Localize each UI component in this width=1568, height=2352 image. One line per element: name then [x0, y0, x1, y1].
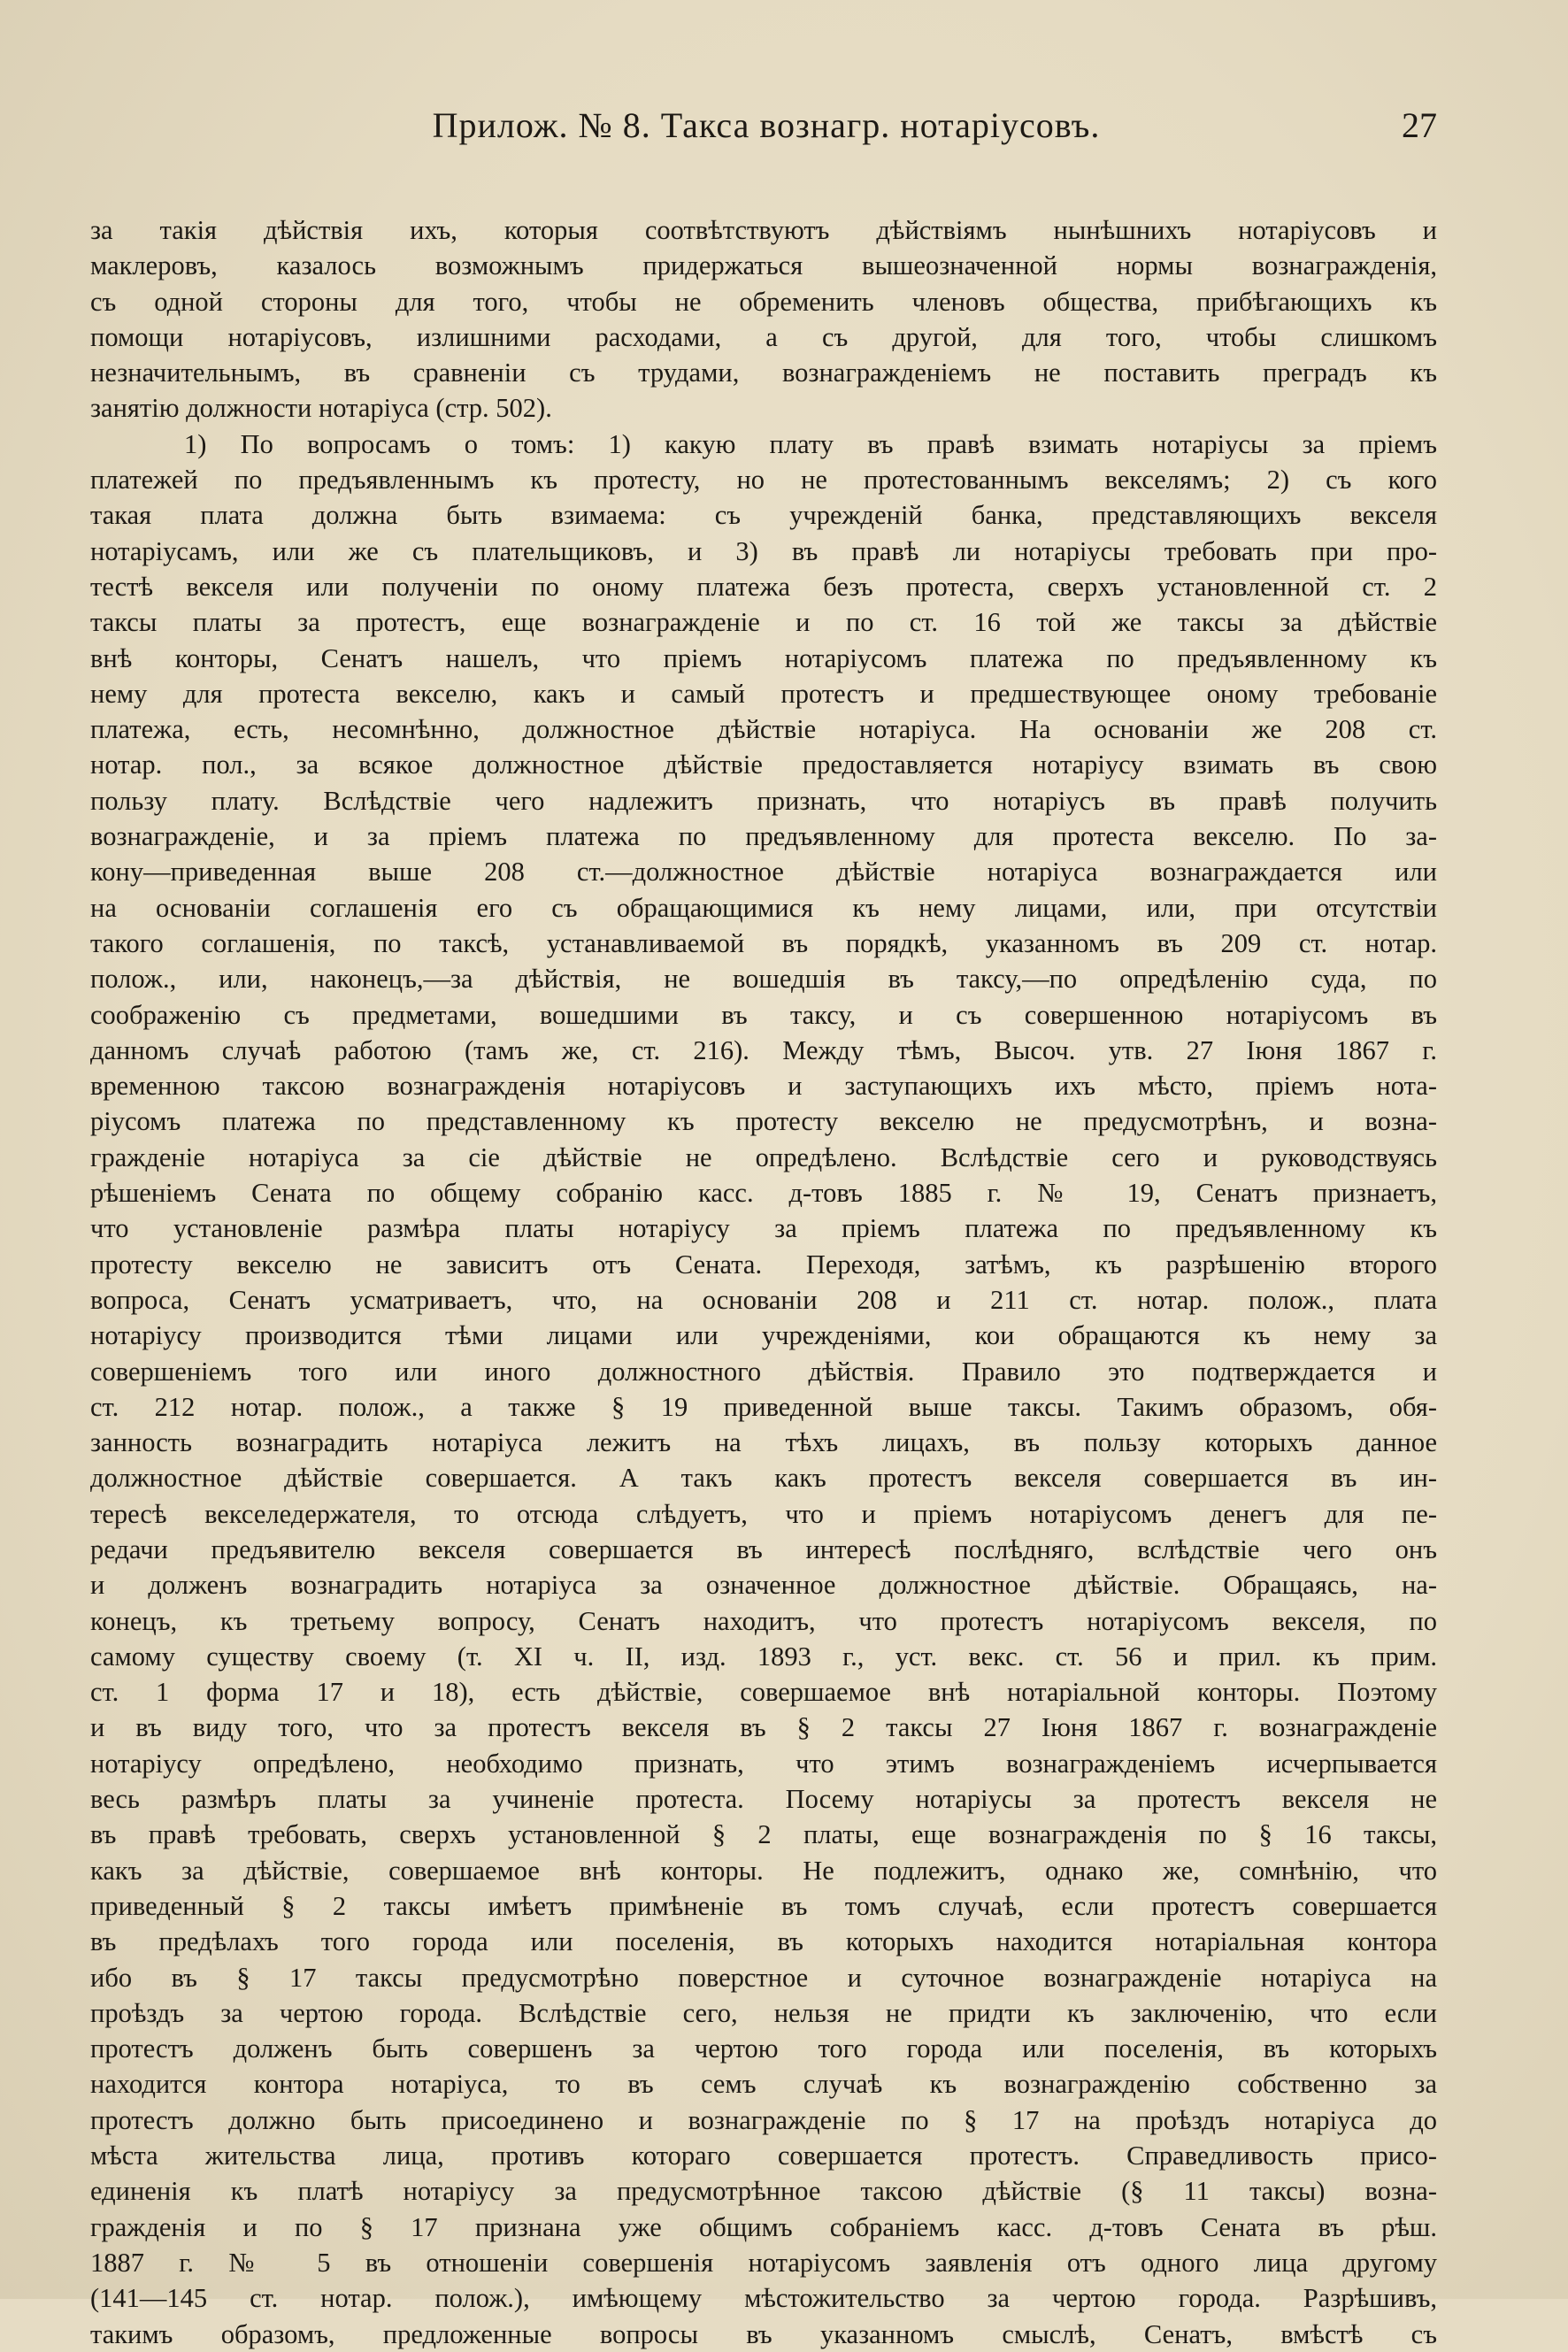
text-line: редачи предъявителю векселя совершается въ интересѣ послѣдняго, вслѣдствіе чего онъ [90, 1533, 1437, 1564]
text-line: ст. 212 нотар. полож., а также § 19 приведенной выше таксы. Такимъ образомъ, обя- [90, 1391, 1437, 1422]
text-line: кону—приведенная выше 208 ст.—должностное дѣйствіе нотаріуса вознаграждается или [90, 857, 1437, 888]
text-line: находится контора нотаріуса, то въ семъ случаѣ къ вознагражденію собственно за [90, 2069, 1437, 2100]
page-header [96, 104, 1437, 154]
text-line: должностное дѣйствіе совершается. А такъ какъ протестъ векселя совершается въ ин- [90, 1463, 1437, 1494]
text-line: весь размѣръ платы за учиненіе протеста. Посему нотаріусы за протестъ векселя не [90, 1784, 1437, 1815]
text-line: проѣздъ за чертою города. Вслѣдствіе сего, нельзя не придти къ заключенію, что если [90, 1997, 1437, 2028]
text-line: тестѣ векселя или полученіи по оному платежа безъ протеста, сверхъ установленной ст. 2 [90, 571, 1437, 602]
text-line: конецъ, къ третьему вопросу, Сенатъ находитъ, что протестъ нотаріусомъ векселя, по [90, 1605, 1437, 1636]
text-line: и долженъ вознаградить нотаріуса за означенное должностное дѣйствіе. Обращаясь, на- [90, 1570, 1437, 1601]
text-line: платежа, есть, несомнѣнно, должностное дѣйствіе нотаріуса. На основаніи же 208 ст. [90, 714, 1437, 745]
body-text [90, 212, 1437, 2352]
text-line: нему для протеста векселю, какъ и самый протестъ и предшествующее оному требованіе [90, 678, 1437, 709]
text-line: ибо въ § 17 таксы предусмотрѣно поверстное и суточное вознагражденіе нотаріуса на [90, 1962, 1437, 1993]
text-line: (141—145 ст. нотар. полож.), имѣющему мѣстожительство за чертою города. Разрѣшивъ, [90, 2283, 1437, 2314]
text-line: незначительнымъ, въ сравненіи съ трудами, вознагражденіемъ не поставить преградъ къ [90, 357, 1437, 388]
text-line: нотар. пол., за всякое должностное дѣйствіе предоставляется нотаріусу взимать въ свою [90, 749, 1437, 780]
text-line: нотаріусу опредѣлено, необходимо признать, что этимъ вознагражденіемъ исчерпывается [90, 1748, 1437, 1779]
text-line: гражденіе нотаріуса за сіе дѣйствіе не опредѣлено. Вслѣдствіе сего и руководствуясь [90, 1141, 1437, 1172]
text-line: и въ виду того, что за протестъ векселя въ § 2 таксы 27 Іюня 1867 г. вознагражденіе [90, 1712, 1437, 1743]
text-line: занятію должности нотаріуса (стр. 502). [90, 393, 552, 424]
text-line: на основаніи соглашенія его съ обращающимися къ нему лицами, или, при отсутствіи [90, 892, 1437, 923]
text-line: съ одной стороны для того, чтобы не обременить членовъ общества, прибѣгающихъ къ [90, 286, 1437, 317]
text-line: полож., или, наконецъ,—за дѣйствія, не вошедшія въ таксу,—по опредѣленію суда, по [90, 964, 1437, 995]
text-line: за такія дѣйствія ихъ, которыя соотвѣтствуютъ дѣйствіямъ нынѣшнихъ нотаріусовъ и [90, 215, 1437, 245]
text-line: такая плата должна быть взимаема: съ учрежденій банка, представляющихъ векселя [90, 500, 1437, 531]
text-line: таксы платы за протестъ, еще вознагражденіе и по ст. 16 той же таксы за дѣйствіе [90, 607, 1437, 638]
text-line: вознагражденіе, и за пріемъ платежа по предъявленному для протеста векселю. По за- [90, 821, 1437, 852]
text-line: какъ за дѣйствіе, совершаемое внѣ конторы. Не подлежитъ, однако же, сомнѣнію, что [90, 1855, 1437, 1886]
text-line: ст. 1 форма 17 и 18), есть дѣйствіе, совершаемое внѣ нотаріальной конторы. Поэтому [90, 1677, 1437, 1708]
text-line: нотаріусу производится тѣми лицами или учрежденіями, кои обращаются къ нему за [90, 1320, 1437, 1351]
text-line: мѣста жительства лица, противъ котораго совершается протестъ. Справедливость присо- [90, 2141, 1437, 2171]
text-line: занность вознаградить нотаріуса лежитъ на тѣхъ лицахъ, въ пользу которыхъ данное [90, 1427, 1437, 1458]
text-line: временною таксою вознагражденія нотаріусовъ и заступающихъ ихъ мѣсто, пріемъ нота- [90, 1071, 1437, 1102]
text-line: данномъ случаѣ работою (тамъ же, ст. 216). Между тѣмъ, Высоч. утв. 27 Іюня 1867 г. [90, 1034, 1437, 1065]
text-line: совершеніемъ того или иного должностного дѣйствія. Правило это подтверждается и [90, 1356, 1437, 1387]
text-line: внѣ конторы, Сенатъ нашелъ, что пріемъ нотаріусомъ платежа по предъявленному къ [90, 642, 1437, 673]
text-line: тересѣ векселедержателя, то отсюда слѣдуетъ, что и пріемъ нотаріусомъ денегъ для пе- [90, 1498, 1437, 1529]
running-title: Прилож. № 8. Такса вознагр. нотаріусовъ. [432, 105, 1101, 145]
text-line: такимъ образомъ, предложенные вопросы въ указанномъ смыслѣ, Сенатъ, вмѣстѣ съ [90, 2318, 1437, 2349]
text-line: гражденія и по § 17 признана уже общимъ собраніемъ касс. д-товъ Сената въ рѣш. [90, 2211, 1437, 2242]
text-line: такого соглашенія, по таксѣ, устанавливаемой въ порядкѣ, указанномъ въ 209 ст. нотар. [90, 927, 1437, 958]
text-line: помощи нотаріусовъ, излишними расходами, а съ другой, для того, чтобы слишкомъ [90, 321, 1437, 352]
text-line: маклеровъ, казалось возможнымъ придержаться вышеозначенной нормы вознагражденія, [90, 250, 1437, 281]
text-line: пользу плату. Вслѣдствіе чего надлежитъ признать, что нотаріусъ въ правѣ получить [90, 785, 1437, 816]
text-line: платежей по предъявленнымъ къ протесту, но не протестованнымъ векселямъ; 2) съ кого [90, 465, 1437, 496]
text-line: нотаріусамъ, или же съ плательщиковъ, и 3) въ правѣ ли нотаріусы требовать при про- [90, 535, 1437, 566]
text-line: протестъ долженъ быть совершенъ за чертою того города или поселенія, въ которыхъ [90, 2033, 1437, 2064]
text-line: въ предѣлахъ того города или поселенія, въ которыхъ находится нотаріальная контора [90, 1926, 1437, 1957]
text-line: единенія къ платѣ нотаріусу за предусмотрѣнное таксою дѣйствіе (§ 11 таксы) возна- [90, 2176, 1437, 2207]
text-line: рѣшеніемъ Сената по общему собранію касс. д-товъ 1885 г. № 19, Сенатъ признаетъ, [90, 1178, 1437, 1209]
text-line: протестъ должно быть присоединено и вознагражденіе по § 17 на проѣздъ нотаріуса до [90, 2104, 1437, 2135]
text-line: 1887 г. № 5 въ отношеніи совершенія нотаріусомъ заявленія отъ одного лица другому [90, 2247, 1437, 2278]
page-number: 27 [1402, 105, 1437, 145]
text-line: самому существу своему (т. XI ч. II, изд. 1893 г., уст. векс. ст. 56 и прил. къ прим. [90, 1641, 1437, 1672]
text-line: въ правѣ требовать, сверхъ установленной § 2 платы, еще вознагражденія по § 16 таксы, [90, 1819, 1437, 1850]
text-line: вопроса, Сенатъ усматриваетъ, что, на основаніи 208 и 211 ст. нотар. полож., плата [90, 1284, 1437, 1315]
text-line: что установленіе размѣра платы нотаріусу за пріемъ платежа по предъявленному къ [90, 1213, 1437, 1244]
text-line: приведенный § 2 таксы имѣетъ примѣненіе въ томъ случаѣ, если протестъ совершается [90, 1890, 1437, 1921]
text-line: ріусомъ платежа по представленному къ протесту векселю не предусмотрѣнъ, и возна- [90, 1106, 1437, 1137]
text-line: протесту векселю не зависитъ отъ Сената. Переходя, затѣмъ, къ разрѣшенію второго [90, 1249, 1437, 1280]
text-line: 1) По вопросамъ о томъ: 1) какую плату въ правѣ взимать нотаріусы за пріемъ [184, 428, 1437, 459]
text-line: соображенію съ предметами, вошедшими въ таксу, и съ совершенною нотаріусомъ въ [90, 999, 1437, 1030]
